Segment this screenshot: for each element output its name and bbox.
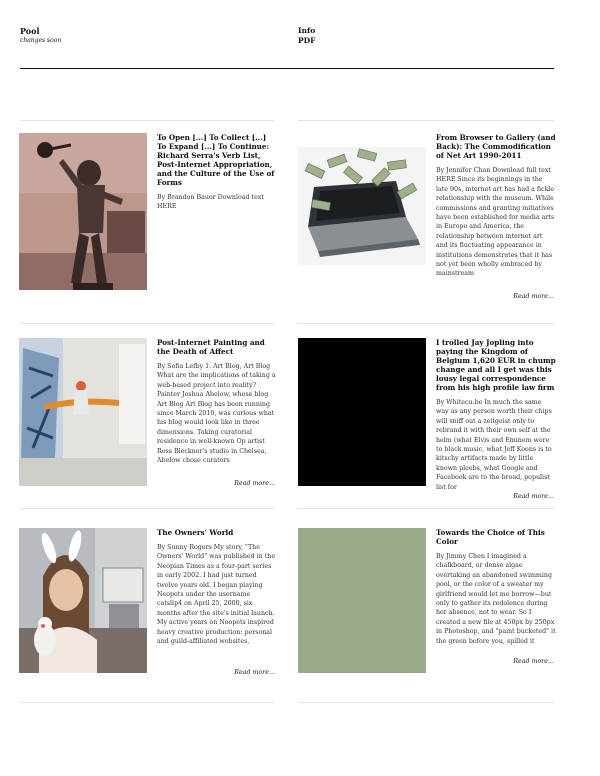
post-title[interactable]: Post-Internet Painting and the Death of Affect bbox=[157, 338, 265, 356]
post-excerpt: By Whitecu.be In much the same way as any person worth their chips will sniff out a zeitgeist only to rebrand it with their own self at the helm (what Elvis and Eminem were to black music, what Jeff Koons is to kitschy artifacts made by little known pleebs, what Google and Facebook are to the broad, populist list for bbox=[436, 399, 552, 491]
post-text bbox=[436, 133, 556, 279]
post-thumbnail[interactable] bbox=[19, 528, 147, 673]
post-text bbox=[157, 528, 277, 646]
read-more-link[interactable]: Read more... bbox=[513, 293, 554, 300]
post-text bbox=[436, 338, 556, 492]
post-thumbnail[interactable] bbox=[298, 528, 426, 673]
post-text bbox=[436, 528, 556, 646]
post-title[interactable]: To Open [...] To Collect [...] To Expand [...] To Continue: Richard Serra's Verb List, Post-Internet Appropriation, and the Culture of the Use of Forms bbox=[157, 133, 275, 187]
row-divider bbox=[298, 323, 554, 324]
site-nav bbox=[298, 26, 315, 46]
post-thumbnail[interactable] bbox=[298, 147, 426, 265]
post-thumbnail[interactable] bbox=[19, 338, 147, 486]
row-divider bbox=[20, 508, 274, 509]
nav-pdf-link[interactable]: PDF bbox=[298, 36, 316, 45]
read-more-link[interactable]: Read more... bbox=[234, 669, 275, 676]
post-card bbox=[298, 133, 556, 308]
post-excerpt: By Sunny Rogers My story, "The Owners' World" was published in the Neopian Times as a four-part series in early 2002. I had just turned twelve years old. I began playing Neopets under the username catslip4 on April 25, 2000, six months after the site's initial launch. My active years on Neopets inspired heavy creative production: personal and guild-affiliated websites, bbox=[157, 544, 276, 646]
post-card bbox=[19, 338, 277, 498]
post-title[interactable]: Towards the Choice of This Color bbox=[436, 528, 545, 546]
post-thumbnail[interactable] bbox=[19, 133, 147, 290]
post-text bbox=[157, 133, 277, 212]
post-image bbox=[19, 133, 147, 290]
post-excerpt: By Jimmy Chen I imagined a chalkboard, or dense algae overtaking an abandoned swimming pool, or the color of a sweater my girlfriend would let me borrow—but only to gather its redolence during her absence, not to wear. So I created a new file at 450px by 250px in Photoshop, and "paint bucketed" it the green before you, spilled it bbox=[436, 553, 556, 645]
post-image bbox=[19, 528, 147, 673]
row-divider bbox=[20, 323, 274, 324]
site-header bbox=[20, 26, 554, 69]
post-card bbox=[19, 528, 277, 688]
site-title[interactable]: Pool bbox=[20, 26, 40, 36]
post-title[interactable]: The Owners' World bbox=[157, 528, 234, 537]
read-more-link[interactable]: Read more... bbox=[513, 658, 554, 665]
post-card bbox=[298, 528, 556, 678]
site-subtitle: changes soon bbox=[20, 37, 62, 44]
post-excerpt: By Jennifer Chan Download full text HERE Since its beginnings in the late 90s, internet art has had a fickle relationship with the museum. While commissions and granting initiatives have been established for media arts in Europe and America, the relationship between internet art and its fluctuating appearance in institutions demonstrates that it has not yet been wholly embraced by mainstream bbox=[436, 167, 555, 278]
post-text bbox=[157, 338, 277, 465]
read-more-link[interactable]: Read more... bbox=[234, 480, 275, 487]
row-divider bbox=[298, 702, 554, 703]
post-card bbox=[298, 338, 556, 503]
nav-info-link[interactable]: Info bbox=[298, 26, 316, 35]
post-image bbox=[19, 338, 147, 486]
post-title[interactable]: I trolled Jay Jopling into paying the Kingdom of Belgium 1,620 EUR in chump change and all I get was this lousy legal correspondence from his high profile law firm bbox=[436, 338, 556, 392]
read-more-link[interactable]: Read more... bbox=[513, 493, 554, 500]
row-divider bbox=[298, 120, 554, 121]
post-title[interactable]: From Browser to Gallery (and Back): The Commodification of Net Art 1990-2011 bbox=[436, 133, 556, 160]
post-image bbox=[298, 147, 426, 265]
row-divider bbox=[20, 702, 274, 703]
post-excerpt: By Sofia Lefby 1. Art Blog, Art Blog What are the implications of taking a web-based project into reality? Painter Joshua Abelow, whose blog Art Blog Art Blog has been running since March 2010, was curious what his blog would look like in three dimensions. Taking curatorial residence in well-known Op artist Ross Bleckner's studio in Chelsea, Abelow chose curators bbox=[157, 363, 276, 465]
post-card bbox=[19, 133, 277, 293]
site-branding bbox=[20, 26, 61, 45]
row-divider bbox=[298, 508, 554, 509]
row-divider bbox=[20, 120, 274, 121]
post-excerpt: By Brandon Bauer Download text HERE bbox=[157, 194, 264, 211]
post-thumbnail[interactable] bbox=[298, 338, 426, 486]
